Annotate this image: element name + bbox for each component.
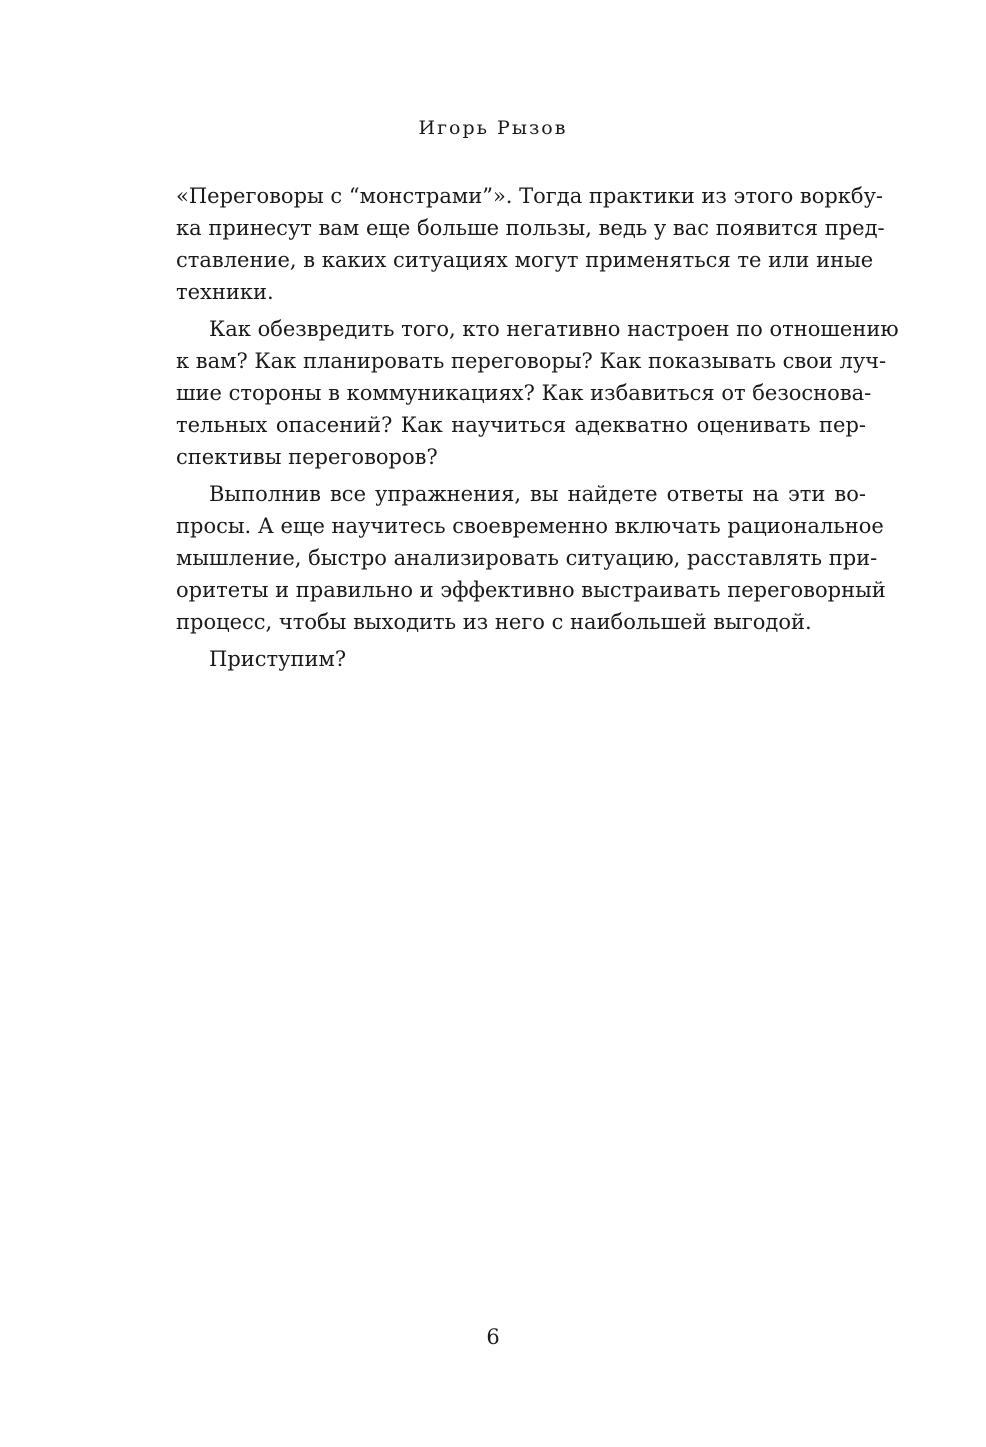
body-text	[176, 180, 899, 680]
text-line: Приступим?	[209, 647, 347, 671]
paragraph-4	[176, 643, 866, 675]
text-line: просы. А еще научитесь своевременно включать рациональное	[176, 514, 884, 538]
text-line: к вам? Как планировать переговоры? Как показывать свои луч-	[176, 349, 887, 373]
text-line: Как обезвредить того, кто негативно настроен по отношению	[209, 317, 899, 341]
text-line: процесс, чтобы выходить из него с наибольшей выгодой.	[176, 610, 812, 634]
text-line: шие стороны в коммуникациях? Как избавиться от безоснова-	[176, 381, 872, 405]
text-line: Выполнив все упражнения, вы найдете ответы на эти во-	[209, 482, 866, 506]
paragraph-2	[176, 313, 899, 473]
text-line: ка принесут вам еще больше пользы, ведь у вас появится пред-	[176, 216, 885, 240]
running-header: Игорь Рызов	[418, 117, 568, 139]
text-line: мышление, быстро анализировать ситуацию, расставлять при-	[176, 546, 878, 570]
paragraph-3	[176, 478, 886, 638]
text-line: ставление, в каких ситуациях могут применяться те или иные	[176, 248, 874, 272]
text-line: оритеты и правильно и эффективно выстраивать переговорный	[176, 578, 886, 602]
text-line: тельных опасений? Как научиться адекватно оценивать пер-	[176, 413, 866, 437]
paragraph-1	[176, 180, 885, 308]
text-line: «Переговоры с “монстрами”». Тогда практики из этого воркбу-	[176, 184, 884, 208]
text-line: спективы переговоров?	[176, 445, 438, 469]
text-line: техники.	[176, 280, 274, 304]
page-number: 6	[486, 1325, 500, 1349]
